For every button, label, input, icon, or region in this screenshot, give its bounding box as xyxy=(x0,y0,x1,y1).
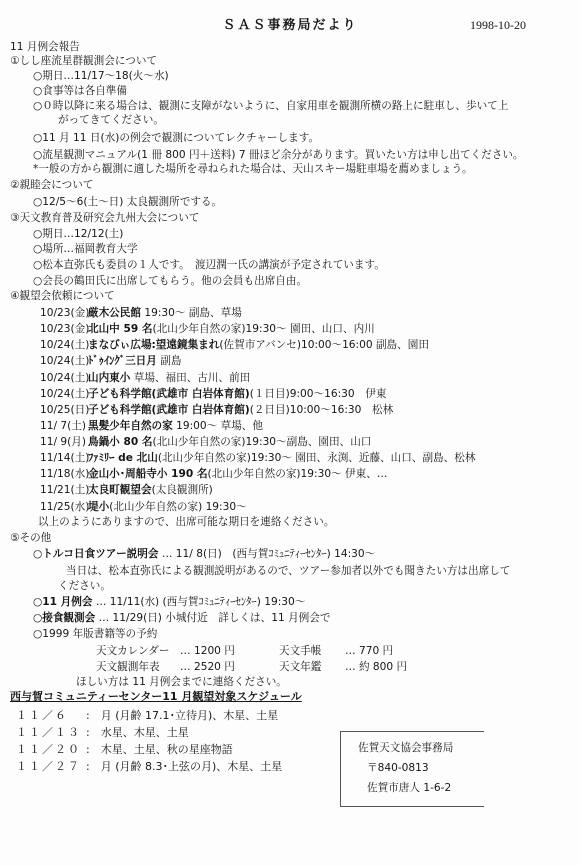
issue-date: 1998-10-20 xyxy=(470,18,526,32)
event-place: 堤小 xyxy=(88,501,110,513)
event-row xyxy=(88,434,371,449)
event-place: 黒髪少年自然の家 xyxy=(88,420,173,432)
section-3-item: ○場所…福岡教育大学 xyxy=(33,243,138,255)
schedule-date: １１／１３ xyxy=(16,726,81,739)
section-3-heading: ③天文教育普及研究会九州大会について xyxy=(10,212,200,224)
address-org: 佐賀天文協会事務局 xyxy=(358,742,454,754)
section-3-item: ○期日…12/12(土) xyxy=(33,228,124,240)
preorder-heading: ○1999 年版書籍等の予約 xyxy=(33,628,158,640)
event-place: ﾌｧﾐﾘｰ de 北山 xyxy=(88,452,158,464)
event-date: 10/24(土) xyxy=(40,355,90,367)
book-name: 天文カレンダー xyxy=(96,645,170,657)
schedule-targets: : 水星、木星、土星 xyxy=(86,726,189,739)
event-row xyxy=(88,305,242,320)
event-date: 11/21(土) xyxy=(40,484,90,496)
report-heading: 11 月例会報告 xyxy=(10,41,80,53)
section-2-heading: ②親睦会について xyxy=(10,179,94,191)
event-detail: (北山少年自然の家)19:30～副島、園田、山口 xyxy=(152,436,372,448)
section-3-item: ○会長の鶴田氏に出席してもらう。他の会員も出席自由。 xyxy=(33,275,308,287)
eclipse-tour-detail: … 11/ 8(日) (西与賀ｺﾐｭﾆﾃｨｰｾﾝﾀｰ) 14:30～ xyxy=(158,548,376,560)
schedule-targets: : 月 (月齢 17.1･立待月)、木星、土星 xyxy=(86,709,279,722)
event-detail: 19:30～ 副島、草場 xyxy=(140,307,242,319)
eclipse-tour-note: 当日は、松本直弥氏による観測説明があるので、ツアー参加者以外でも聞きたい方は出席して xyxy=(66,565,511,577)
eclipse-tour-title: ○トルコ日食ツアー説明会 xyxy=(33,548,159,560)
event-date: 10/24(土) xyxy=(40,372,90,384)
event-detail: (太良観測所) xyxy=(151,484,213,496)
event-detail: 副島 xyxy=(156,355,182,367)
event-row xyxy=(88,321,375,336)
event-row xyxy=(88,386,386,401)
event-date: 10/24(土) xyxy=(40,339,90,351)
event-place: まなびぃ広場:望遠鏡集まれ xyxy=(88,339,220,351)
book-name: 天文観測年表 xyxy=(96,661,160,673)
event-detail: (北山少年自然の家)19:30～ 伊東、… xyxy=(207,468,388,480)
eclipse-tour-line xyxy=(33,547,375,561)
event-place: 金山小･周船寺小 190 名 xyxy=(88,468,208,480)
event-date: 10/24(土) xyxy=(40,388,90,400)
occultation-detail: … 11/29(日) 小城付近 詳しくは、11 月例会で xyxy=(95,612,331,624)
book-price: … 770 円 xyxy=(345,645,394,657)
schedule-date: １１／２７ xyxy=(16,760,81,773)
section-3-item: ○松本直弥氏も委員の１人です。 渡辺潤一氏の講演が予定されています。 xyxy=(33,259,385,271)
event-place: 子ども科学館(武雄市 白岩体育館) xyxy=(88,404,250,416)
november-meeting-line xyxy=(33,595,305,609)
event-place: 山内東小 xyxy=(88,372,131,384)
event-detail: (１日目)9:00～16:30 伊東 xyxy=(249,388,387,400)
section-2-item: ○12/5～6(土～日) 太良観測所でする。 xyxy=(33,196,223,208)
occultation-title: ○接食観測会 xyxy=(33,612,96,624)
event-row xyxy=(88,402,393,417)
event-detail: (２日目)10:00～16:30 松林 xyxy=(249,404,394,416)
event-detail: (北山少年自然の家)19:30～ 園田、山口、内川 xyxy=(152,323,375,335)
eclipse-tour-note: ください。 xyxy=(58,580,111,592)
book-name: 天文手帳 xyxy=(279,645,322,657)
event-row xyxy=(88,353,181,368)
event-date: 11/25(水) xyxy=(40,501,90,513)
section-1-heading: ①しし座流星群観測会について xyxy=(10,55,158,67)
event-row xyxy=(88,499,247,514)
schedule-heading: 西与賀コミュニティーセンター11 月観望対象スケジュール xyxy=(10,690,302,703)
event-place: 北山中 59 名 xyxy=(88,323,153,335)
book-price: … 1200 円 xyxy=(180,645,235,657)
address-postal: 〒840-0813 xyxy=(367,762,429,774)
november-meeting-title: ○11 月例会 xyxy=(33,596,93,608)
section-1-item: ○食事等は各自準備 xyxy=(33,85,127,97)
book-price: … 約 800 円 xyxy=(345,661,408,673)
section-1-item: ○流星観測マニュアル(1 冊 800 円＋送料) 7 冊ほど余分があります。買いたい方は申し出てください。 xyxy=(33,149,524,161)
event-row xyxy=(88,370,250,385)
schedule-targets: : 木星、土星、秋の星座物語 xyxy=(86,743,233,756)
section-4-closing: 以上のようにありますので、出席可能な期日を連絡ください。 xyxy=(38,516,335,528)
section-5-heading: ⑤その他 xyxy=(10,532,52,544)
event-place: 太良町観望会 xyxy=(88,484,152,496)
event-row xyxy=(88,466,387,481)
book-name: 天文年鑑 xyxy=(279,661,322,673)
occultation-line xyxy=(33,611,330,625)
newsletter-title: ＳＡＳ事務局だより xyxy=(222,18,358,33)
event-row xyxy=(88,337,429,352)
event-place: ﾄﾞｩｲﾝｸﾞ三日月 xyxy=(88,355,157,367)
event-row xyxy=(88,418,263,433)
event-date: 10/23(金) xyxy=(40,323,90,335)
schedule-date: １１／２０ xyxy=(16,743,81,756)
section-4-heading: ④観望会依頼について xyxy=(10,290,115,302)
event-place: 厳木公民館 xyxy=(88,307,141,319)
section-1-item: ○０時以降に来る場合は、観測に支障がないように、自家用車を観測所横の路上に駐車し、歩いて上 xyxy=(33,100,509,112)
event-date: 11/14(土) xyxy=(40,452,90,464)
event-detail: (北山少年自然の家)19:30～ 園田、永渕、近藤、山口、副島、松林 xyxy=(157,452,476,464)
november-meeting-detail: … 11/11(水) (西与賀ｺﾐｭﾆﾃｨｰｾﾝﾀｰ) 19:30～ xyxy=(92,596,306,608)
section-1-item: ○期日…11/17～18(火～水) xyxy=(33,70,169,82)
event-date: 11/ 7(土) xyxy=(40,420,87,432)
event-row xyxy=(88,482,213,497)
event-place: 鳥鍋小 80 名 xyxy=(88,436,153,448)
event-detail: 草場、福田、古川、前田 xyxy=(130,372,251,384)
event-date: 11/ 9(月) xyxy=(40,436,87,448)
section-1-item: がってきてください。 xyxy=(58,114,164,126)
event-date: 10/23(金) xyxy=(40,307,90,319)
event-row xyxy=(88,450,475,465)
section-1-item: ○11 月 11 日(水)の例会で観測についてレクチャーします。 xyxy=(33,132,320,144)
preorder-note: ほしい方は 11 月例会までに連絡ください。 xyxy=(76,676,287,688)
event-date: 10/25(日) xyxy=(40,404,90,416)
address-street: 佐賀市唐人 1-6-2 xyxy=(367,782,452,794)
schedule-date: １１／６ xyxy=(16,709,68,722)
book-price: … 2520 円 xyxy=(180,661,235,673)
event-detail: (北山少年自然の家) 19:30～ xyxy=(109,501,247,513)
event-place: 子ども科学館(武雄市 白岩体育館) xyxy=(88,388,250,400)
event-detail: 19:00～ 草場、他 xyxy=(172,420,263,432)
schedule-targets: : 月 (月齢 8.3･上弦の月)、木星、土星 xyxy=(86,760,283,773)
section-1-note: *一般の方から観測に適した場所を尋ねられた場合は、天山スキー場駐車場を薦めましょう。 xyxy=(33,163,473,175)
event-detail: (佐賀市アバンセ)10:00～16:00 副島、園田 xyxy=(219,339,429,351)
event-date: 11/18(水) xyxy=(40,468,90,480)
